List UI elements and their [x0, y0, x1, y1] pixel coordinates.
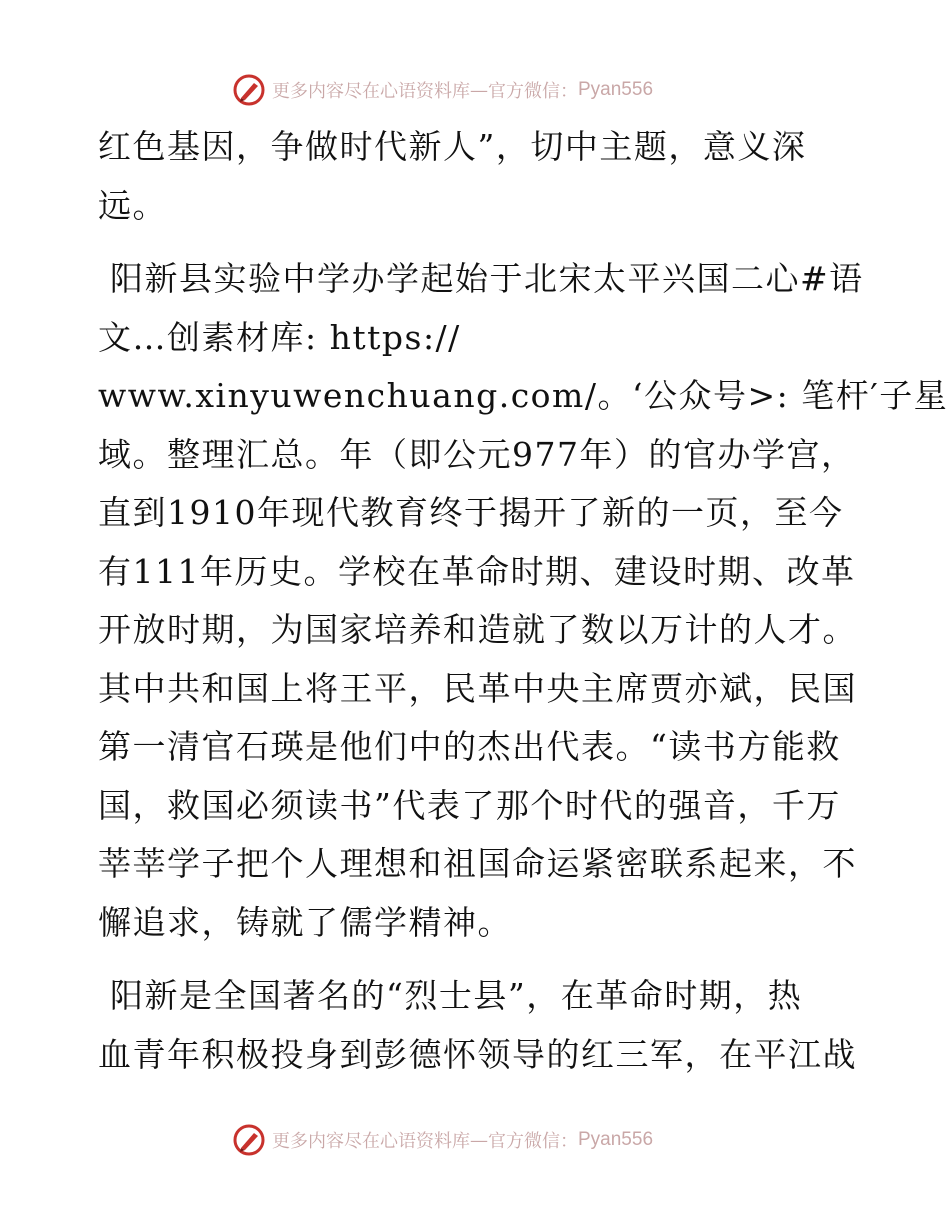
- pen-circle-icon: [232, 1123, 266, 1157]
- pen-circle-icon: [232, 73, 266, 107]
- text-line: 其中共和国上将王平，民革中央主席贾亦斌，民国: [98, 668, 857, 708]
- banner-title: 更多内容尽在心语资料库: [272, 1131, 470, 1152]
- text-line: 懈追求，铸就了儒学精神。: [98, 902, 512, 942]
- banner-dash: —: [470, 79, 488, 101]
- text-line: 血青年积极投身到彭德怀领导的红三军，在平江战: [98, 1034, 857, 1074]
- text-line: 红色基因，争做时代新人”，切中主题，意义深: [98, 127, 807, 166]
- banner-dash: —: [470, 1129, 488, 1151]
- banner-title: 更多内容尽在心语资料库: [272, 81, 470, 102]
- text-line: 莘莘学子把个人理想和祖国命运紧密联系起来，不: [98, 844, 857, 883]
- paragraph-gap: [98, 235, 858, 250]
- text-line: www.xinyuwenchuang.com/。‘公众号>: 笔杆′子星: [98, 376, 949, 415]
- text-line: 域。整理汇总。年（即公元977年）的官办学宫，: [98, 434, 856, 474]
- text-line: 开放时期，为国家培养和造就了数以万计的人才。: [98, 610, 857, 649]
- text-line: 国，救国必须读书”代表了那个时代的强音，千万: [98, 785, 841, 825]
- banner-handle: Pyan556: [578, 79, 654, 100]
- text-line: 远。: [98, 185, 167, 225]
- text-line: 阳新县实验中学办学起始于北宋太平兴国二心#语: [110, 259, 864, 298]
- text-line: 阳新是全国著名的“烈士县”，在革命时期，热: [110, 976, 803, 1015]
- text-line: 文…创素材库: https://: [98, 317, 461, 357]
- banner-contact: 官方微信：: [488, 81, 578, 102]
- banner-contact: 官方微信：: [488, 1131, 578, 1152]
- text-line: 直到1910年现代教育终于揭开了新的一页，至今: [98, 493, 844, 532]
- footer-banner: [232, 1120, 653, 1160]
- body-text: [98, 118, 949, 1084]
- text-line: 有111年历史。学校在革命时期、建设时期、改革: [98, 551, 856, 591]
- banner-handle: Pyan556: [578, 1129, 654, 1150]
- paragraph-gap: [98, 952, 858, 967]
- text-line: 第一清官石瑛是他们中的杰出代表。“读书方能救: [98, 727, 841, 766]
- header-banner: [232, 70, 653, 110]
